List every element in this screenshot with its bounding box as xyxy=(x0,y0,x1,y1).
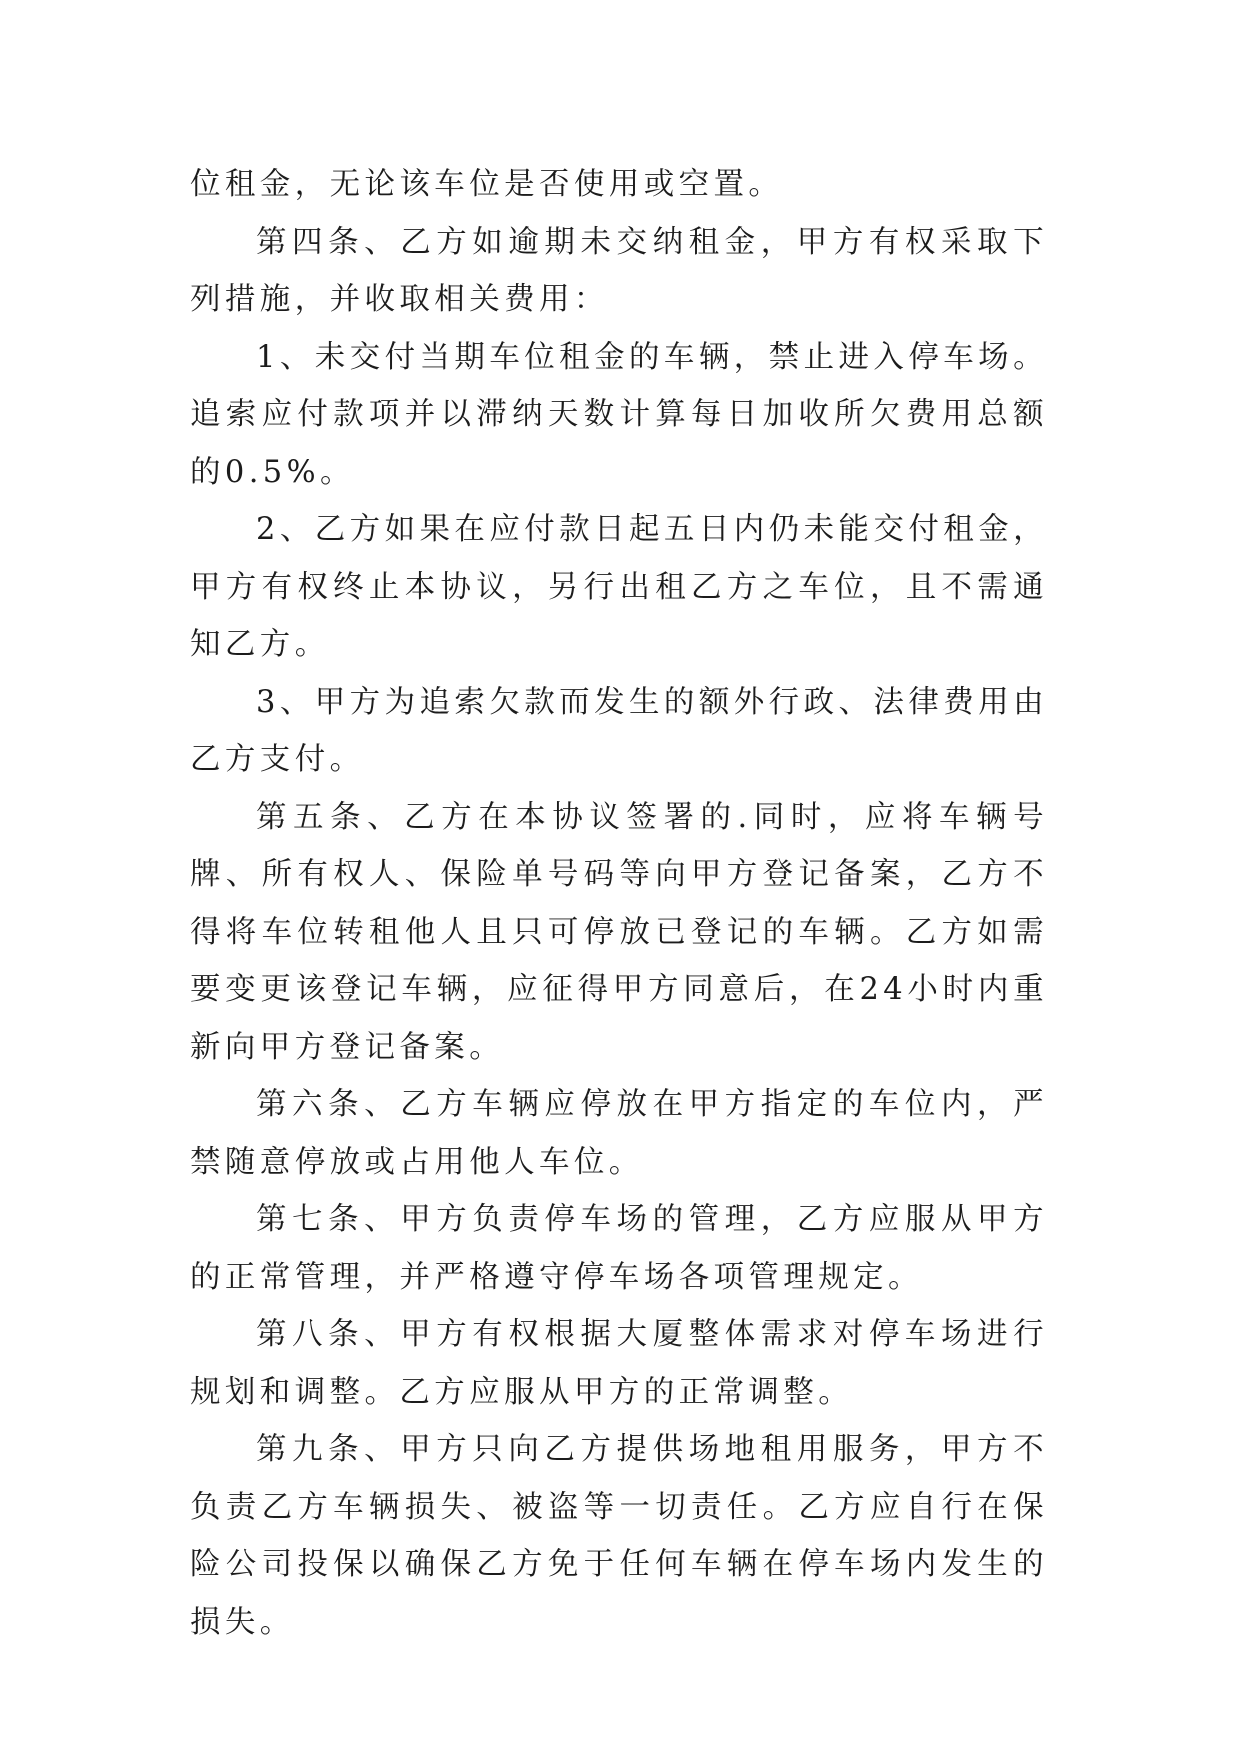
paragraph-article-6: 第六条、乙方车辆应停放在甲方指定的车位内，严禁随意停放或占用他人车位。 xyxy=(190,1087,1048,1180)
paragraph-article-5: 第五条、乙方在本协议签署的.同时，应将车辆号牌、所有权人、保险单号码等向甲方登记备案，乙方不得将车位转租他人且只可停放已登记的车辆。乙方如需要变更该登记车辆，应征得甲方同意后，在24小时内重新向甲方登记备案。 xyxy=(190,799,1048,1065)
paragraph-continuation-rent: 位租金，无论该车位是否使用或空置。 xyxy=(190,167,784,202)
paragraph-article-4-item-3: 3、甲方为追索欠款而发生的额外行政、法律费用由乙方支付。 xyxy=(190,684,1048,777)
paragraph-article-4-item-1: 1、未交付当期车位租金的车辆，禁止进入停车场。追索应付款项并以滞纳天数计算每日加收所欠费用总额的0.5%。 xyxy=(190,339,1048,490)
paragraph-article-7: 第七条、甲方负责停车场的管理，乙方应服从甲方的正常管理，并严格遵守停车场各项管理规定。 xyxy=(190,1202,1048,1295)
paragraph-article-9: 第九条、甲方只向乙方提供场地租用服务，甲方不负责乙方车辆损失、被盗等一切责任。乙方应自行在保险公司投保以确保乙方免于任何车辆在停车场内发生的损失。 xyxy=(190,1432,1048,1640)
paragraph-article-4-item-2: 2、乙方如果在应付款日起五日内仍未能交付租金，甲方有权终止本协议，另行出租乙方之车位，且不需通知乙方。 xyxy=(190,512,1048,662)
paragraph-article-8: 第八条、甲方有权根据大厦整体需求对停车场进行规划和调整。乙方应服从甲方的正常调整。 xyxy=(190,1317,1048,1410)
document-page xyxy=(190,156,1048,1651)
paragraph-article-4: 第四条、乙方如逾期未交纳租金，甲方有权采取下列措施，并收取相关费用： xyxy=(190,224,1048,317)
